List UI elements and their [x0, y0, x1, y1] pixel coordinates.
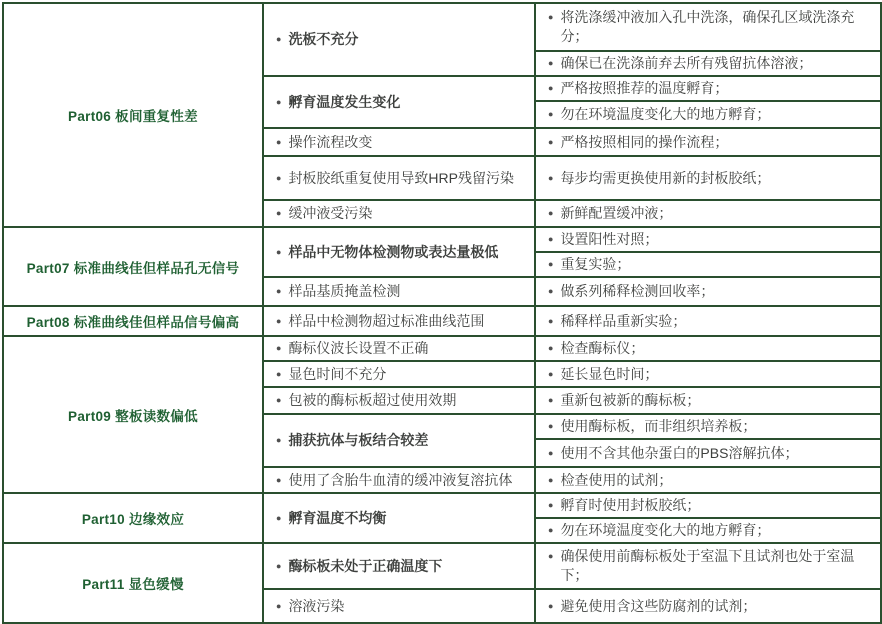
cause-text: 孵育温度发生变化: [288, 93, 401, 110]
solution-text: 使用不含其他杂蛋白的PBS溶解抗体；: [560, 444, 799, 461]
solution-text: 重复实验；: [560, 256, 631, 272]
part-cell: Part07 标准曲线佳但样品孔无信号: [3, 227, 263, 306]
solution-cell: [535, 156, 881, 200]
cause-cell: [263, 543, 535, 589]
solution-cell: [535, 518, 881, 543]
solution-cell: [535, 277, 881, 306]
solution-cell: [535, 3, 881, 51]
cause-text: 使用了含胎牛血清的缓冲液复溶抗体: [288, 471, 513, 488]
bullet-icon: ●: [548, 395, 554, 405]
cause-cell: [263, 589, 535, 623]
bullet-icon: ●: [276, 315, 282, 326]
cause-cell: [263, 76, 535, 128]
bullet-icon: ●: [548, 109, 554, 119]
cause-cell: [263, 277, 535, 306]
solution-text: 检查使用的试剂；: [560, 471, 673, 488]
bullet-icon: ●: [276, 560, 282, 571]
solution-cell: [535, 387, 881, 414]
part-cell: Part09 整板读数偏低: [3, 336, 263, 493]
solution-text: 稀释样品重新实验；: [560, 312, 687, 329]
bullet-icon: ●: [548, 500, 554, 510]
cause-cell: [263, 227, 535, 277]
solution-cell: [535, 252, 881, 277]
bullet-icon: ●: [276, 96, 282, 107]
part-cell: Part08 标准曲线佳但样品信号偏高: [3, 306, 263, 336]
bullet-icon: ●: [548, 474, 554, 485]
cause-cell: [263, 156, 535, 200]
cause-cell: [263, 336, 535, 361]
solution-text: 使用酶标板，而非组织培养板；: [560, 418, 757, 434]
cause-cell: [263, 200, 535, 227]
bullet-icon: ●: [276, 474, 282, 485]
cause-text: 操作流程改变: [288, 133, 373, 150]
part-cell: Part10 边缘效应: [3, 493, 263, 543]
cause-text: 孵育温度不均衡: [288, 509, 387, 526]
cause-text: 样品中无物体检测物或表达量极低: [288, 243, 499, 260]
solution-cell: [535, 361, 881, 387]
bullet-icon: ●: [276, 246, 282, 257]
solution-text: 做系列稀释检测回收率；: [560, 283, 715, 299]
cause-cell: [263, 467, 535, 493]
cause-cell: [263, 128, 535, 156]
bullet-icon: ●: [276, 395, 282, 405]
bullet-icon: ●: [276, 368, 282, 379]
bullet-icon: ●: [276, 172, 282, 183]
bullet-icon: ●: [548, 12, 554, 22]
solution-cell: [535, 414, 881, 439]
bullet-icon: ●: [276, 286, 282, 296]
bullet-icon: ●: [548, 83, 554, 93]
solution-text: 确保已在洗涤前弃去所有残留抗体溶液；: [560, 55, 813, 71]
bullet-icon: ●: [276, 343, 282, 353]
cause-text: 酶标板未处于正确温度下: [288, 557, 443, 574]
bullet-icon: ●: [276, 136, 282, 147]
bullet-icon: ●: [276, 512, 282, 523]
bullet-icon: ●: [548, 447, 554, 458]
solution-cell: [535, 227, 881, 252]
solution-cell: [535, 493, 881, 518]
cause-text: 酶标仪波长设置不正确: [288, 340, 429, 356]
bullet-icon: ●: [548, 525, 554, 535]
cause-cell: [263, 361, 535, 387]
cause-text: 溶液污染: [288, 597, 345, 614]
bullet-icon: ●: [276, 34, 282, 44]
solution-cell: [535, 589, 881, 623]
solution-cell: [535, 467, 881, 493]
solution-cell: [535, 439, 881, 467]
bullet-icon: ●: [276, 208, 282, 218]
cause-cell: [263, 306, 535, 336]
solution-text: 严格按照相同的操作流程；: [560, 133, 729, 150]
cause-text: 封板胶纸重复使用导致HRP残留污染: [288, 169, 514, 186]
solution-cell: [535, 306, 881, 336]
solution-text: 勿在环境温度变化大的地方孵育；: [560, 522, 771, 538]
part-cell: Part06 板间重复性差: [3, 3, 263, 227]
cause-cell: [263, 414, 535, 467]
solution-text: 将洗涤缓冲液加入孔中洗涤，确保孔区域洗涤充分；: [560, 9, 855, 44]
solution-text: 勿在环境温度变化大的地方孵育；: [560, 106, 771, 122]
cause-cell: [263, 387, 535, 414]
cause-text: 洗板不充分: [288, 31, 359, 47]
solution-text: 每步均需更换使用新的封板胶纸；: [560, 169, 771, 186]
solution-cell: [535, 76, 881, 101]
solution-text: 严格按照推荐的温度孵育；: [560, 80, 729, 96]
solution-cell: [535, 101, 881, 128]
bullet-icon: ●: [276, 435, 282, 445]
cause-cell: [263, 493, 535, 543]
solution-text: 新鲜配置缓冲液；: [560, 205, 673, 221]
bullet-icon: ●: [548, 136, 554, 147]
cause-text: 显色时间不充分: [288, 365, 387, 382]
bullet-icon: ●: [548, 343, 554, 353]
solution-text: 设置阳性对照；: [560, 231, 659, 247]
bullet-icon: ●: [276, 600, 282, 611]
cause-text: 样品中检测物超过标准曲线范围: [288, 312, 485, 329]
bullet-icon: ●: [548, 172, 554, 183]
solution-cell: [535, 128, 881, 156]
cause-text: 样品基质掩盖检测: [288, 283, 401, 299]
bullet-icon: ●: [548, 286, 554, 296]
solution-text: 孵育时使用封板胶纸；: [560, 497, 701, 513]
bullet-icon: ●: [548, 58, 554, 68]
bullet-icon: ●: [548, 551, 554, 561]
solution-text: 确保使用前酶标板处于室温下且试剂也处于室温下；: [560, 548, 855, 583]
solution-text: 重新包被新的酶标板；: [560, 392, 701, 408]
solution-text: 检查酶标仪；: [560, 340, 645, 356]
elisa-troubleshooting-table: [2, 2, 882, 624]
bullet-icon: ●: [548, 421, 554, 431]
bullet-icon: ●: [548, 259, 554, 269]
solution-text: 避免使用含这些防腐剂的试剂；: [560, 597, 757, 614]
bullet-icon: ●: [548, 315, 554, 326]
bullet-icon: ●: [548, 600, 554, 611]
cause-text: 捕获抗体与板结合较差: [288, 432, 429, 448]
bullet-icon: ●: [548, 368, 554, 379]
solution-text: 延长显色时间；: [560, 365, 659, 382]
cause-text: 缓冲液受污染: [288, 205, 373, 221]
cause-cell: [263, 3, 535, 76]
solution-cell: [535, 200, 881, 227]
bullet-icon: ●: [548, 208, 554, 218]
solution-cell: [535, 543, 881, 589]
solution-cell: [535, 336, 881, 361]
cause-text: 包被的酶标板超过使用效期: [288, 392, 457, 408]
solution-cell: [535, 51, 881, 76]
part-cell: Part11 显色缓慢: [3, 543, 263, 623]
bullet-icon: ●: [548, 234, 554, 244]
